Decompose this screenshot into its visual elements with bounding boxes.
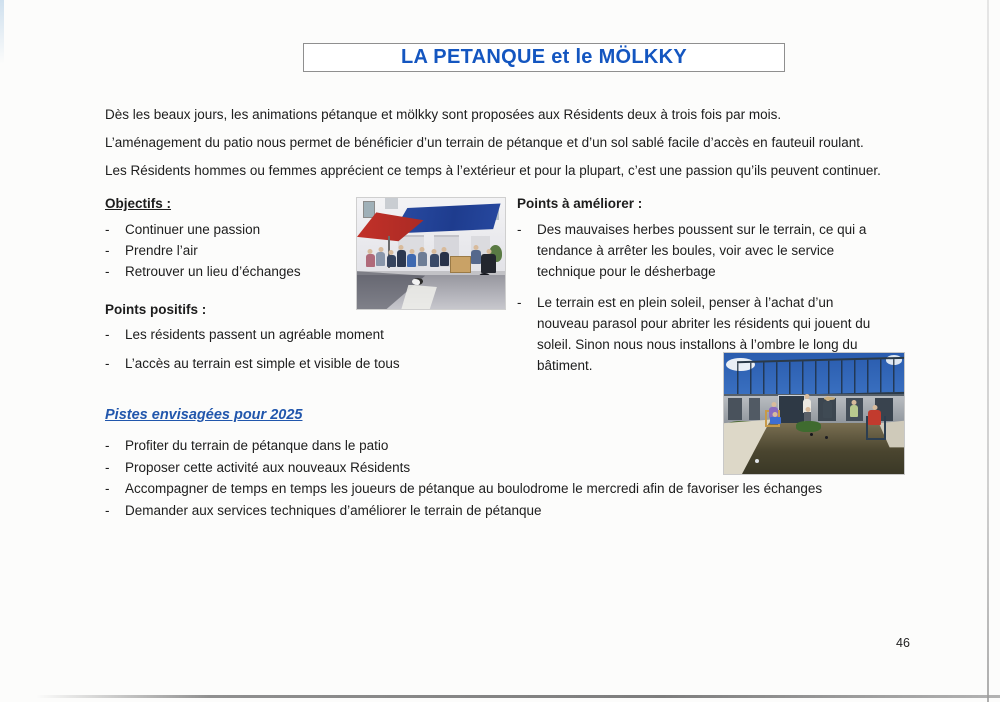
list-item-text: Profiter du terrain de pétanque dans le patio bbox=[125, 438, 389, 453]
grass-patch bbox=[796, 421, 821, 432]
list-item-text: Prendre l’air bbox=[125, 243, 198, 258]
list-item bbox=[105, 240, 301, 261]
intro-paragraph-2: L’aménagement du patio nous permet de bénéficier d’un terrain de pétanque et d’un sol sablé facile d’accès en fauteuil roulant. bbox=[105, 135, 864, 150]
list-item-text: L’accès au terrain est simple et visible de tous bbox=[125, 356, 400, 371]
objectifs-heading: Objectifs : bbox=[105, 196, 172, 211]
bullet-dash bbox=[105, 240, 125, 261]
points-positifs-list bbox=[105, 324, 525, 382]
bullet-dash bbox=[105, 435, 125, 457]
person-with-hat bbox=[823, 401, 832, 418]
list-item bbox=[517, 219, 883, 282]
seated-person bbox=[440, 252, 449, 266]
window bbox=[363, 201, 375, 217]
seated-person bbox=[376, 252, 385, 266]
list-item-text: Retrouver un lieu d’échanges bbox=[125, 264, 301, 279]
bullet-dash bbox=[517, 219, 537, 240]
page-title-box bbox=[303, 43, 785, 72]
points-positifs-heading: Points positifs : bbox=[105, 302, 207, 317]
seated-person bbox=[430, 254, 439, 267]
window bbox=[749, 398, 760, 420]
hat bbox=[824, 397, 835, 400]
list-item-text: Continuer une passion bbox=[125, 222, 261, 237]
list-item bbox=[105, 219, 301, 240]
seated-person bbox=[387, 255, 396, 267]
objectifs-list bbox=[105, 219, 301, 282]
seated-person-skirt bbox=[770, 417, 781, 424]
standing-person-legs bbox=[804, 412, 811, 421]
points-a-ameliorer-heading: Points à améliorer : bbox=[517, 196, 643, 211]
scan-edge-left bbox=[0, 0, 4, 64]
standing-person bbox=[850, 405, 858, 417]
pistes-heading: Pistes envisagées pour 2025 bbox=[105, 407, 303, 423]
list-item-text: Les résidents passent un agréable moment bbox=[125, 327, 384, 342]
bullet-dash bbox=[105, 219, 125, 240]
list-item-text: Proposer cette activité aux nouveaux Résidents bbox=[125, 459, 411, 475]
bullet-dash bbox=[105, 261, 125, 282]
seated-person bbox=[471, 250, 481, 264]
page-number: 46 bbox=[896, 636, 910, 650]
seated-person bbox=[366, 254, 375, 267]
seated-person bbox=[407, 254, 416, 267]
list-item bbox=[105, 500, 920, 522]
dog bbox=[412, 278, 423, 285]
list-item-text: Demander aux services techniques d’améliorer le terrain de pétanque bbox=[125, 502, 542, 518]
photo-petanque-patio bbox=[356, 197, 506, 310]
bullet-dash bbox=[105, 353, 125, 374]
list-item bbox=[105, 478, 920, 500]
list-item-text: Des mauvaises herbes poussent sur le terrain, ce qui a tendance à arrêter les boules, voir avec le service technique pour le désherbage bbox=[537, 222, 867, 279]
seated-person-red-jacket bbox=[868, 410, 881, 425]
bullet-dash bbox=[105, 500, 125, 522]
scan-edge-bottom bbox=[36, 695, 1000, 698]
bullet-dash bbox=[517, 292, 537, 313]
list-item bbox=[105, 353, 525, 374]
seated-person bbox=[418, 252, 427, 266]
window bbox=[728, 398, 742, 420]
roof-railing-structure bbox=[737, 357, 904, 398]
list-item bbox=[105, 324, 525, 345]
window bbox=[385, 198, 398, 209]
intro-paragraph-1: Dès les beaux jours, les animations pétanque et mölkky sont proposées aux Résidents deux à trois fois par mois. bbox=[105, 107, 782, 122]
photo-petanque-terrain bbox=[723, 352, 905, 475]
page-title: LA PETANQUE et le MÖLKKY bbox=[400, 46, 688, 68]
intro-paragraph-3: Les Résidents hommes ou femmes apprécient ce temps à l’extérieur et pour la plupart, c’est une passion qu’ils peuvent continuer. bbox=[105, 163, 881, 178]
list-item-text: Le terrain est en plein soleil, penser à l’achat d’un nouveau parasol pour abriter les résidents qui jouent du soleil. Sinon nous nous installons à l’ombre le long du bâtiment. bbox=[537, 295, 871, 373]
standing-person bbox=[397, 250, 406, 267]
person-in-wheelchair bbox=[481, 254, 496, 273]
bullet-dash bbox=[105, 457, 125, 479]
bullet-dash bbox=[105, 478, 125, 500]
wooden-bench bbox=[450, 256, 471, 274]
list-item bbox=[105, 261, 301, 282]
bullet-dash bbox=[105, 324, 125, 345]
list-item-text: Accompagner de temps en temps les joueurs de pétanque au boulodrome le mercredi afin de favoriser les échanges bbox=[125, 481, 823, 497]
scan-edge-right bbox=[987, 0, 989, 702]
